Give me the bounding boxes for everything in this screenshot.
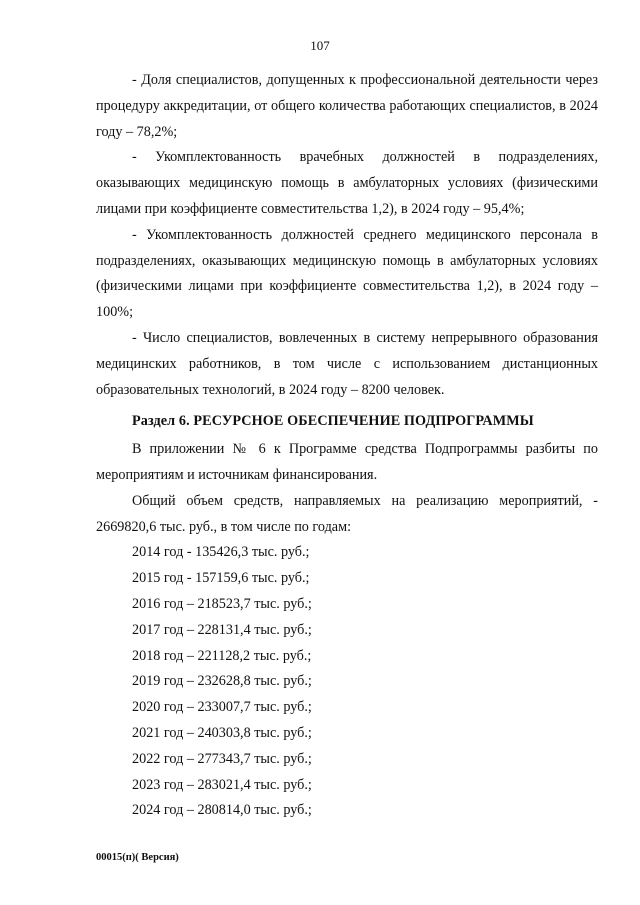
list-item: 2019 год – 232628,8 тыс. руб.; bbox=[132, 673, 312, 690]
list-item: 2020 год – 233007,7 тыс. руб.; bbox=[132, 699, 312, 716]
section-heading: Раздел 6. РЕСУРСНОЕ ОБЕСПЕЧЕНИЕ ПОДПРОГРАММЫ bbox=[132, 413, 534, 430]
indicator-paragraph: - Укомплектованность врачебных должностей в подразделениях, оказывающих медицинскую помощь в амбулаторных условиях (физическими лицами при коэффициенте совместительства 1,2), в 2024 году – 95,4%; bbox=[96, 149, 598, 217]
total-paragraph: Общий объем средств, направляемых на реализацию мероприятий, - 2669820,6 тыс. руб., в том числе по годам: bbox=[96, 492, 598, 535]
footer-document-code: 00015(п)( Версия) bbox=[96, 852, 179, 863]
intro-paragraph: В приложении № 6 к Программе средства Подпрограммы разбиты по мероприятиям и источникам финансирования. bbox=[96, 441, 598, 483]
page-number: 107 bbox=[310, 38, 330, 53]
indicator-paragraph: - Укомплектованность должностей среднего медицинского персонала в подразделениях, оказывающих медицинскую помощь в амбулаторных условиях (физическими лицами при коэффициенте совместительства 1,2), в 2024 году – 100%; bbox=[96, 226, 598, 321]
list-item: 2018 год – 221128,2 тыс. руб.; bbox=[132, 647, 312, 664]
indicator-paragraph: - Доля специалистов, допущенных к профессиональной деятельности через процедуру аккредитации, от общего количества работающих специалистов, в 2024 году – 78,2%; bbox=[96, 72, 598, 140]
list-item: 2022 год – 277343,7 тыс. руб.; bbox=[132, 750, 312, 767]
list-item: 2017 год – 228131,4 тыс. руб.; bbox=[132, 621, 312, 638]
document-body bbox=[96, 68, 598, 824]
list-item: 2016 год – 218523,7 тыс. руб.; bbox=[132, 595, 312, 612]
list-item: 2024 год – 280814,0 тыс. руб.; bbox=[132, 802, 312, 819]
indicator-paragraph: - Число специалистов, вовлеченных в систему непрерывного образования медицинских работников, в том числе с использованием дистанционных образовательных технологий, в 2024 году – 8200 человек. bbox=[96, 329, 598, 398]
list-item: 2015 год - 157159,6 тыс. руб.; bbox=[132, 570, 310, 587]
funding-by-year-list bbox=[96, 540, 598, 824]
list-item: 2023 год – 283021,4 тыс. руб.; bbox=[132, 776, 312, 793]
list-item: 2014 год - 135426,3 тыс. руб.; bbox=[132, 544, 310, 561]
list-item: 2021 год – 240303,8 тыс. руб.; bbox=[132, 724, 312, 741]
